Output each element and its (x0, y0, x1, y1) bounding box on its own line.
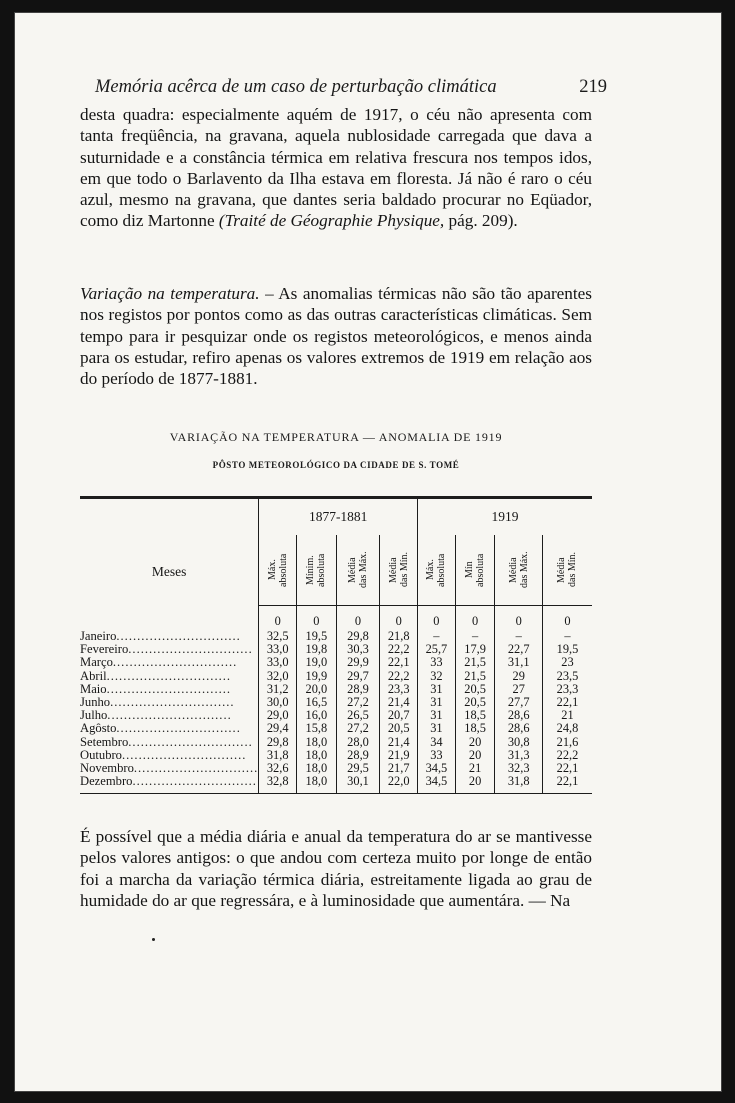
table-cell: 29,8 (336, 630, 380, 643)
month-name: Março.............................. (80, 656, 238, 670)
table-cell: 34 (418, 736, 456, 749)
dot-leader: .............................. (107, 709, 232, 723)
table-cell: 19,8 (297, 643, 337, 656)
month-name: Fevereiro.............................. (80, 643, 253, 657)
table-cell: 32 (418, 670, 456, 683)
month-name: Maio.............................. (80, 682, 232, 696)
table-cell: 21,5 (455, 670, 495, 683)
table-cell: 17,9 (455, 643, 495, 656)
running-title: Memória acêrca de um caso de perturbação climática (95, 77, 497, 97)
table-row (80, 722, 592, 735)
table-cell: – (495, 630, 543, 643)
col-header-1 (259, 535, 297, 606)
table-cell: 22,2 (380, 670, 418, 683)
table-cell: 29 (495, 670, 543, 683)
table-cell: 31 (418, 683, 456, 696)
running-header (95, 77, 607, 98)
table-cell: 16,0 (297, 709, 337, 722)
table-cell: 23,3 (542, 683, 592, 696)
table-cell: 22,1 (542, 762, 592, 775)
table-body (80, 630, 592, 794)
table-row (80, 656, 592, 669)
table-row (80, 736, 592, 749)
unit-row (80, 606, 592, 631)
dot-leader: .............................. (128, 735, 253, 749)
table-cell: 22,1 (380, 656, 418, 669)
table-cell: 21,7 (380, 762, 418, 775)
paragraph-2 (80, 283, 592, 389)
col-header-label: Média das Máx. (507, 551, 530, 589)
ink-speck (152, 938, 155, 941)
table-cell: 24,8 (542, 722, 592, 735)
month-name: Agôsto.............................. (80, 722, 241, 736)
table-cell: 18,0 (297, 775, 337, 794)
table-cell: 21,9 (380, 749, 418, 762)
table-cell: 26,5 (336, 709, 380, 722)
month-name: Janeiro.............................. (80, 630, 241, 643)
table-cell: 31 (418, 722, 456, 735)
table-cell: 29,9 (336, 656, 380, 669)
month-name: Julho.............................. (80, 709, 232, 723)
col-header-label: Média das Máx. (347, 551, 370, 589)
table-cell: 32,8 (259, 775, 297, 794)
table-cell: 21 (455, 762, 495, 775)
page-number: 219 (579, 77, 607, 97)
table-cell: 18,0 (297, 736, 337, 749)
col-header-6 (455, 535, 495, 606)
table-cell: 27 (495, 683, 543, 696)
col-header-3 (336, 535, 380, 606)
table-cell: 22,1 (542, 696, 592, 709)
paragraph-1-end: pág. 209). (448, 211, 518, 231)
table-cell: 18,5 (455, 709, 495, 722)
paragraph-1-text: desta quadra: especialmente aquém de 1917, o céu não apresenta com tanta freqüência, na gravana, aquela nublosidade carregada que dava a suturnidade e a constância térmica em relativa frescura nos tempos idos, em que todo o Barlavento da Ilha estava em floresta. Já não é raro o céu azul, mesmo na gravana, que dantes seria baldado procurar no Eqüador, como diz Martonne (80, 105, 592, 231)
table-cell: 33,0 (259, 656, 297, 669)
table-cell: 23 (542, 656, 592, 669)
table-cell: 19,9 (297, 670, 337, 683)
month-name: Setembro.............................. (80, 735, 253, 749)
table-cell: 20,5 (455, 683, 495, 696)
table-row (80, 775, 592, 794)
table-cell: 19,5 (297, 630, 337, 643)
table-cell: 21,8 (380, 630, 418, 643)
col-header-label: Média das Mín. (387, 552, 410, 588)
month-name: Junho.............................. (80, 696, 235, 710)
month-name: Outubro.............................. (80, 748, 247, 762)
temperature-table (80, 496, 592, 794)
table-cell: 33 (418, 749, 456, 762)
col-header-4 (380, 535, 418, 606)
table-cell: 21,4 (380, 696, 418, 709)
dot-leader: .............................. (106, 682, 232, 696)
table-cell: 30,3 (336, 643, 380, 656)
table-cell: 18,0 (297, 749, 337, 762)
table-cell: 18,5 (455, 722, 495, 735)
dot-leader: .............................. (106, 669, 232, 683)
table-cell: 31 (418, 709, 456, 722)
dot-leader: .............................. (132, 775, 257, 789)
col-header-7 (495, 535, 543, 606)
dot-leader: .............................. (133, 762, 259, 776)
table-cell: 25,7 (418, 643, 456, 656)
table-cell: – (418, 630, 456, 643)
unit-degree: 0 (336, 606, 380, 631)
table-cell: 21 (542, 709, 592, 722)
section-heading: Variação na temperatura. (80, 284, 260, 303)
dot-leader: .............................. (116, 630, 241, 643)
paragraph-3-text: É possível que a média diária e anual da temperatura do ar se mantivesse pelos valores antigos: o que andou com certeza muito por longe de então foi a marcha da variação térmica diária, estreitamente ligada ao grau de humidade do ar que regressára, e à luminosidade que aumentára. — Na (80, 827, 592, 910)
table-cell: 28,0 (336, 736, 380, 749)
group-header-1877: 1877-1881 (259, 499, 418, 535)
month-name: Abril.............................. (80, 669, 232, 683)
table-cell: 27,2 (336, 722, 380, 735)
month-name: Novembro.............................. (80, 762, 259, 776)
table-cell: 28,9 (336, 749, 380, 762)
paragraph-3 (80, 826, 592, 911)
table-row (80, 670, 592, 683)
col-header-2 (297, 535, 337, 606)
table-cell: 29,5 (336, 762, 380, 775)
table-cell: 27,2 (336, 696, 380, 709)
table-cell: 22,2 (542, 749, 592, 762)
paragraph-2-text: – As anomalias térmicas não são tão aparentes nos registos por pontos como as das outras características climáticas. Sem tempo para ir pesquizar onde os registos meteorológicos, e menos ainda para os estudar, refiro apenas os valores extremos de 1919 em relação aos do período de 1877-1881. (80, 284, 592, 389)
table-cell: 15,8 (297, 722, 337, 735)
table-cell: 20 (455, 775, 495, 794)
col-header-label: Máx. absoluta (425, 553, 448, 587)
table-title: VARIAÇÃO NA TEMPERATURA — ANOMALIA DE 1919 (169, 430, 503, 444)
col-header-label: Média das Mín. (556, 552, 579, 588)
dot-leader: .............................. (128, 643, 253, 657)
col-header-months: Meses (151, 564, 187, 580)
table-cell: 30,8 (495, 736, 543, 749)
table-cell: 30,1 (336, 775, 380, 794)
table-cell: 29,8 (259, 736, 297, 749)
table-cell: 20,7 (380, 709, 418, 722)
table-cell: 31,2 (259, 683, 297, 696)
table-cell: 31,8 (495, 775, 543, 794)
unit-degree: 0 (259, 606, 297, 631)
table-cell: 22,1 (542, 775, 592, 794)
unit-spacer (80, 606, 259, 631)
table-cell: – (455, 630, 495, 643)
col-header-label: Mín absoluta (464, 553, 487, 587)
dot-leader: .............................. (116, 722, 241, 736)
table-cell: 21,4 (380, 736, 418, 749)
table-cell: 20 (455, 736, 495, 749)
table-subtitle: PÔSTO METEOROLÓGICO DA CIDADE DE S. TOMÉ (212, 460, 460, 470)
col-header-5 (418, 535, 456, 606)
table-cell: 23,5 (542, 670, 592, 683)
paragraph-1 (80, 104, 592, 232)
table-cell: 28,6 (495, 709, 543, 722)
col-header-label: Máx. absoluta (266, 553, 289, 587)
table-cell: 31 (418, 696, 456, 709)
table-cell: 29,4 (259, 722, 297, 735)
table-cell: 31,8 (259, 749, 297, 762)
table-cell: 19,5 (542, 643, 592, 656)
table-cell: 29,7 (336, 670, 380, 683)
table-cell: 16,5 (297, 696, 337, 709)
table-cell: 18,0 (297, 762, 337, 775)
col-header-label: Mínim. absoluta (305, 553, 328, 587)
table-cell: 19,0 (297, 656, 337, 669)
paragraph-1-citation: (Traité de Géographie Physique, (218, 211, 445, 231)
col-header-8 (542, 535, 592, 606)
unit-degree: 0 (495, 606, 543, 631)
unit-degree: 0 (380, 606, 418, 631)
table-cell: 31,3 (495, 749, 543, 762)
table-cell: 33,0 (259, 643, 297, 656)
table-cell: 33 (418, 656, 456, 669)
table-cell: 32,5 (259, 630, 297, 643)
table-cell: 21,5 (455, 656, 495, 669)
table-cell: 34,5 (418, 762, 456, 775)
table-cell: 32,6 (259, 762, 297, 775)
table-cell: 29,0 (259, 709, 297, 722)
table-cell: 34,5 (418, 775, 456, 794)
month-name: Dezembro.............................. (80, 775, 259, 794)
dot-leader: .............................. (112, 656, 238, 670)
table-cell: 32,0 (259, 670, 297, 683)
table-cell: 31,1 (495, 656, 543, 669)
dot-leader: .............................. (121, 748, 247, 762)
table-cell: 21,6 (542, 736, 592, 749)
unit-degree: 0 (542, 606, 592, 631)
table-cell: 20,5 (380, 722, 418, 735)
table-cell: 20,5 (455, 696, 495, 709)
table-cell: 28,6 (495, 722, 543, 735)
table-cell: 22,2 (380, 643, 418, 656)
table-cell: 22,0 (380, 775, 418, 794)
table-cell: 32,3 (495, 762, 543, 775)
table-cell: 20,0 (297, 683, 337, 696)
table-cell: – (542, 630, 592, 643)
table-cell: 30,0 (259, 696, 297, 709)
table-cell: 23,3 (380, 683, 418, 696)
group-header-1919: 1919 (418, 499, 592, 535)
unit-degree: 0 (418, 606, 456, 631)
dot-leader: .............................. (110, 696, 235, 710)
table-cell: 22,7 (495, 643, 543, 656)
table-cell: 28,9 (336, 683, 380, 696)
table-cell: 27,7 (495, 696, 543, 709)
table-cell: 20 (455, 749, 495, 762)
unit-degree: 0 (297, 606, 337, 631)
unit-degree: 0 (455, 606, 495, 631)
